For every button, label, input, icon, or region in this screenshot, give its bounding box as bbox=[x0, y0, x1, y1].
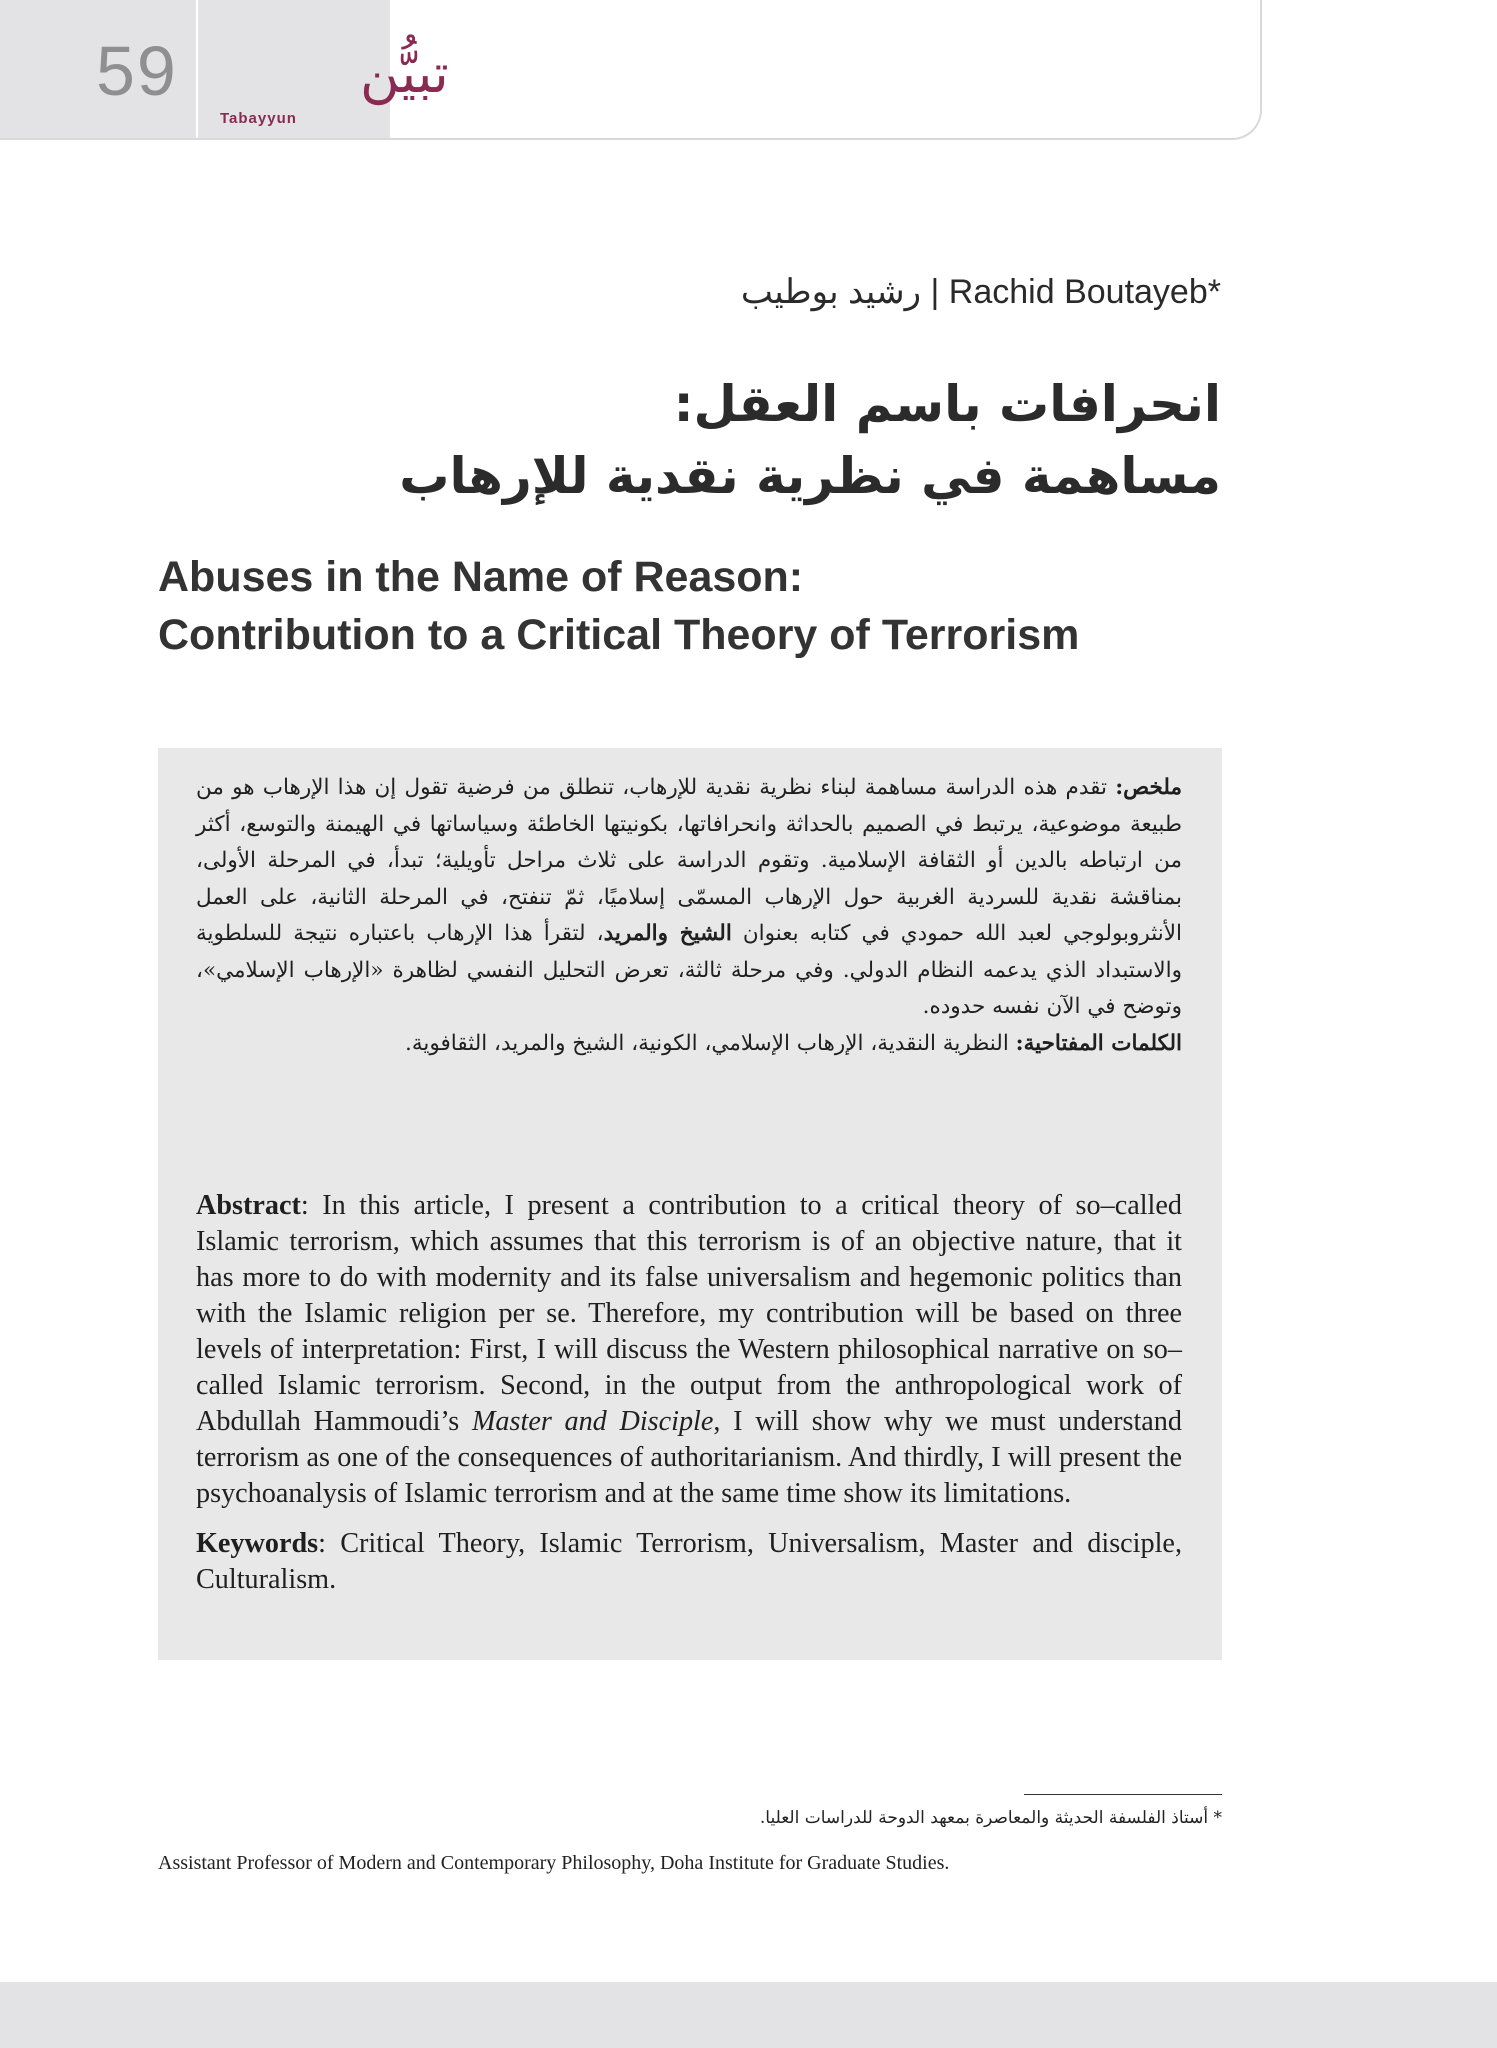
english-abstract-text-1: : In this article, I present a contribution to a critical theory of so–called Islamic terrorism, which assumes that this terrorism is of an objective nature, that it has more to do with modernity and its false universalism and hegemonic politics than with the Islamic religion per se. Therefore, my contribution will be based on three levels of interpretation: First, I will discuss the Western philosophical narrative on so–called Islamic terrorism. Second, in the output from the anthropological work of Abdullah Hammoudi’s bbox=[196, 1190, 1182, 1437]
logo-latin-text: Tabayyun bbox=[220, 110, 297, 127]
english-abstract-text-2: , I will show why we must understand terrorism as one of the consequences of authoritarianism. And thirdly, I will present the psychoanalysis of Islamic terrorism and at the same time show its limitations. bbox=[196, 1406, 1182, 1509]
abstract-box bbox=[158, 748, 1222, 1660]
arabic-keywords-text: النظرية النقدية، الإرهاب الإسلامي، الكونية، الشيخ والمريد، الثقافوية. bbox=[405, 1030, 1016, 1056]
footer-band bbox=[0, 1982, 1497, 2048]
english-abstract bbox=[196, 1188, 1182, 1598]
header-divider bbox=[196, 0, 198, 138]
arabic-keywords-label: الكلمات المفتاحية: bbox=[1015, 1030, 1182, 1056]
arabic-abstract-body bbox=[196, 770, 1182, 1026]
english-abstract-book-title: Master and Disciple bbox=[471, 1406, 714, 1437]
arabic-abstract-label: ملخص: bbox=[1115, 775, 1182, 800]
logo-arabic-mark: تبيُّن bbox=[360, 42, 449, 105]
footnote-rule bbox=[1024, 1794, 1222, 1795]
author-line: رشيد بوطيب | Rachid Boutayeb* bbox=[740, 273, 1221, 311]
english-keywords-text: : Critical Theory, Islamic Terrorism, Universalism, Master and disciple, Culturalism. bbox=[196, 1528, 1182, 1595]
english-abstract-label: Abstract bbox=[196, 1190, 301, 1221]
title-arabic-line-2: مساهمة في نظرية نقدية للإرهاب bbox=[399, 447, 1221, 505]
arabic-abstract bbox=[196, 770, 1182, 1062]
footnote-english: Assistant Professor of Modern and Contemporary Philosophy, Doha Institute for Graduate Studies. bbox=[158, 1852, 950, 1874]
title-english-line-1: Abuses in the Name of Reason: bbox=[158, 553, 804, 601]
title-english bbox=[158, 548, 1238, 664]
title-english-line-2: Contribution to a Critical Theory of Terrorism bbox=[158, 611, 1080, 659]
footnote-arabic: * أستاذ الفلسفة الحديثة والمعاصرة بمعهد الدوحة للدراسات العليا. bbox=[759, 1808, 1222, 1828]
title-arabic-line-1: انحرافات باسم العقل: bbox=[673, 375, 1221, 433]
english-abstract-body bbox=[196, 1188, 1182, 1512]
arabic-abstract-text-2: ، لتقرأ هذا الإرهاب باعتباره نتيجة للسلطوية والاستبداد الذي يدعمه النظام الدولي. وفي مرحلة ثالثة، تعرض التحليل النفسي لظاهرة «الإرهاب الإسلامي»، وتوضح في الآن نفسه حدوده. bbox=[196, 921, 1182, 1019]
arabic-abstract-text-1: تقدم هذه الدراسة مساهمة لبناء نظرية نقدية للإرهاب، تنطلق من فرضية تقول إن هذا الإرهاب هو من طبيعة موضوعية، يرتبط في الصميم بالحداثة وانحرافاتها، بكونيتها الخاطئة وسياساتها في الهيمنة والتوسع، أكثر من ارتباطه بالدين أو الثقافة الإسلامية. وتقوم الدراسة على ثلاث مراحل تأويلية؛ تبدأ، في المرحلة الأولى، بمناقشة نقدية للسردية الغربية حول الإرهاب المسمّى إسلاميًا، ثمّ تنفتح، في المرحلة الثانية، على العمل الأنثروبولوجي لعبد الله حمودي في كتابه بعنوان bbox=[196, 775, 1182, 946]
english-keywords bbox=[196, 1526, 1182, 1598]
title-arabic bbox=[221, 368, 1221, 512]
english-keywords-label: Keywords bbox=[196, 1528, 319, 1559]
arabic-keywords bbox=[196, 1026, 1182, 1063]
arabic-abstract-book-title: الشيخ والمريد bbox=[603, 921, 732, 946]
page-number: 59 bbox=[96, 32, 178, 110]
